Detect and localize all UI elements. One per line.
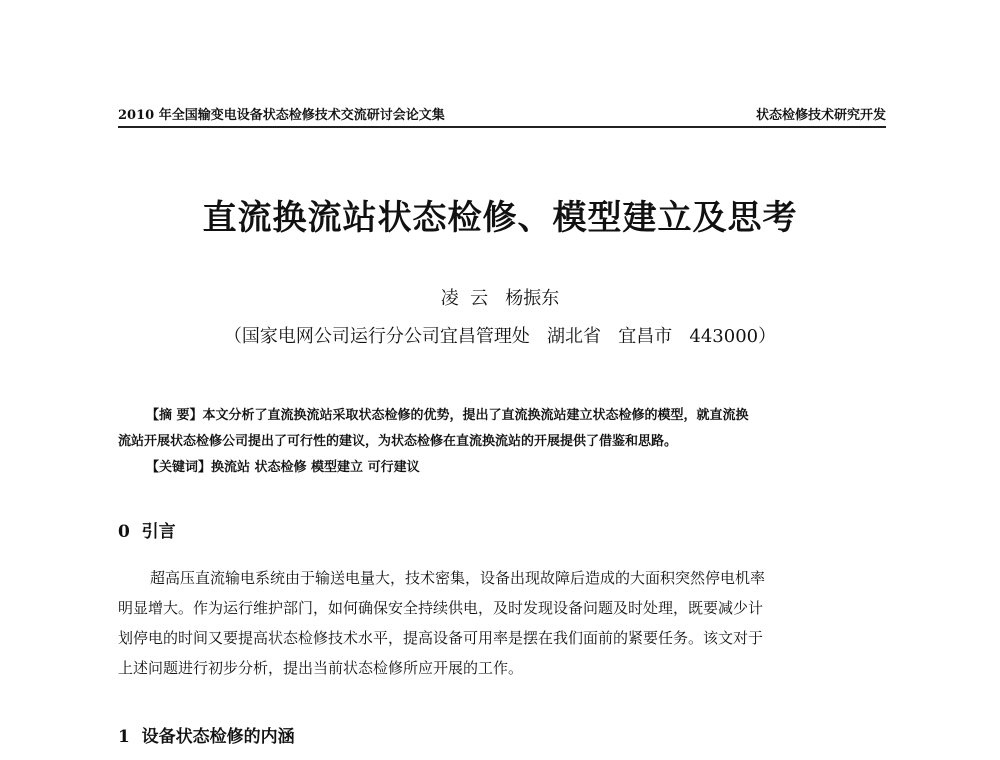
paragraph-line: 明显增大。作为运行维护部门，如何确保安全持续供电，及时发现设备问题及时处理，既要减少计 <box>118 599 764 617</box>
affiliation: （国家电网公司运行分公司宜昌管理处 湖北省 宜昌市 443000） <box>223 326 777 347</box>
abstract-line-1: 【摘 要】本文分析了直流换流站采取状态检修的优势，提出了直流换流站建立状态检修的模型，就直流换 <box>146 408 749 423</box>
authors: 凌 云 杨振东 <box>440 288 560 309</box>
section-heading-introduction: 0 引言 <box>118 522 176 542</box>
abstract-line-2: 流站开展状态检修公司提出了可行性的建议，为状态检修在直流换流站的开展提供了借鉴和思路。 <box>118 434 678 449</box>
abstract-block <box>118 403 888 481</box>
paragraph-line: 划停电的时间又要提高状态检修技术水平，提高设备可用率是摆在我们面前的紧要任务。该文对于 <box>118 629 764 647</box>
section-heading-connotation: 1 设备状态检修的内涵 <box>118 727 295 747</box>
running-header <box>118 100 886 128</box>
introduction-paragraph <box>118 563 888 683</box>
keywords-line: 【关键词】换流站 状态检修 模型建立 可行建议 <box>146 460 420 475</box>
paragraph-line: 上述问题进行初步分析，提出当前状态检修所应开展的工作。 <box>118 659 524 677</box>
header-proceedings-title: 2010 年全国输变电设备状态检修技术交流研讨会论文集 <box>118 108 445 123</box>
header-section-title: 状态检修技术研究开发 <box>755 108 886 123</box>
paper-title: 直流换流站状态检修、模型建立及思考 <box>202 198 798 238</box>
paragraph-line: 超高压直流输电系统由于输送电量大，技术密集，设备出现故障后造成的大面积突然停电机率 <box>150 569 766 587</box>
